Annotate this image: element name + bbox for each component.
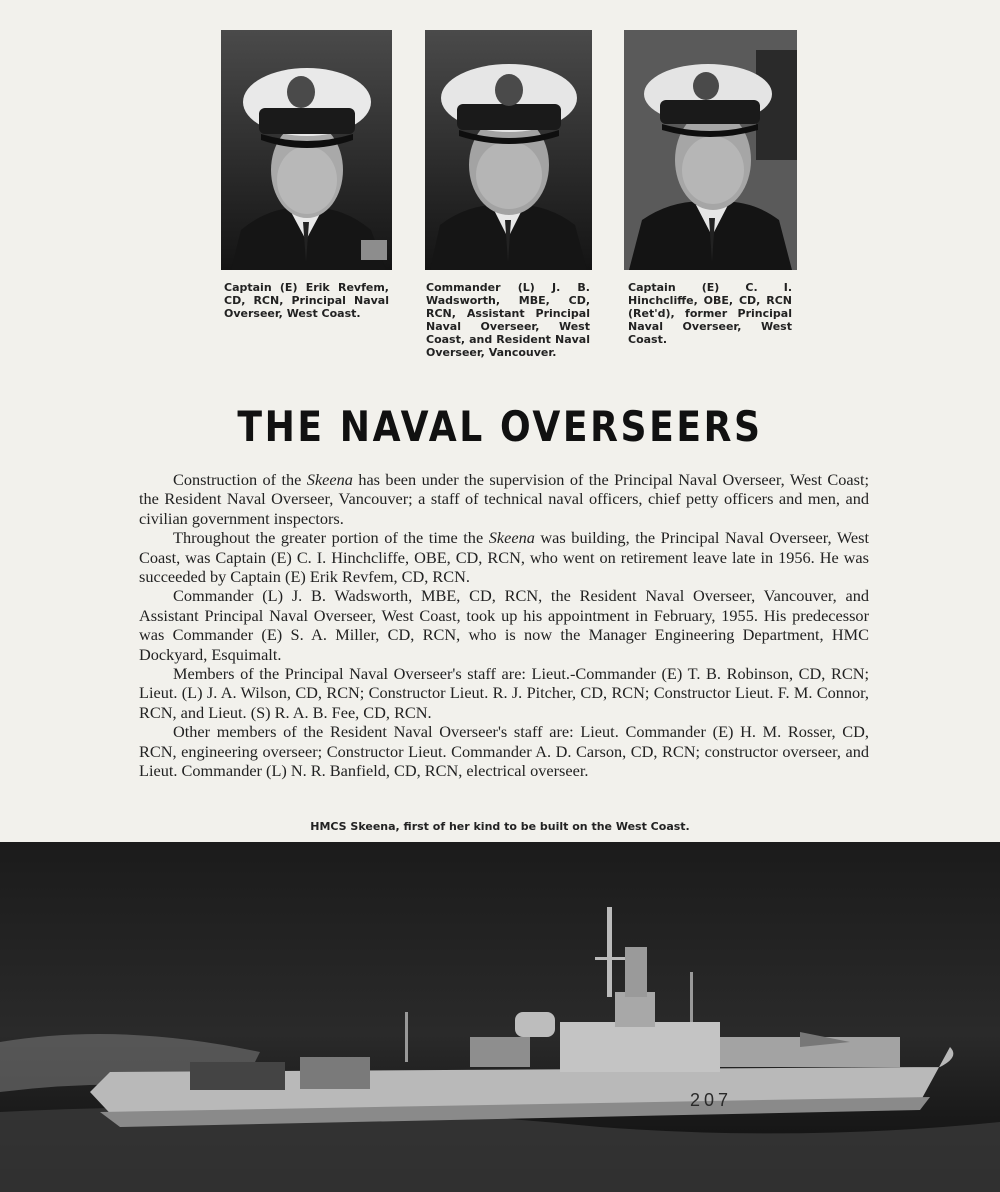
article-paragraph: Members of the Principal Naval Overseer's staff are: Lieut.-Commander (E) T. B. Robinson, CD, RCN; Lieut. (L) J. A. Wilson, CD, RCN; Constructor Lieut. R. J. Pitcher, CD, RCN; Constructor Lieut. F. M. Connor, RCN, and Lieut. (S) R. A. B. Fee, CD, RCN. — [139, 664, 869, 722]
portrait-photo-hinchcliffe — [624, 30, 797, 270]
officer-portrait-image — [425, 30, 592, 270]
officer-portrait-image — [221, 30, 392, 270]
article-paragraph: Commander (L) J. B. Wadsworth, MBE, CD, RCN, the Resident Naval Overseer, Vancouver, and Assistant Principal Naval Overseer, West Coast, took up his appointment in February, 1955. His predecessor was Commander (E) S. A. Miller, CD, RCN, who is now the Manager Engineering Department, HMC Dockyard, Esquimalt. — [139, 586, 869, 664]
ship-photo — [0, 842, 1000, 1192]
hull-number: 207 — [690, 1090, 733, 1110]
portrait-photo-revfem — [221, 30, 392, 270]
ship-name-italic: Skeena — [306, 470, 353, 489]
text-run: was building, the Principal Naval Overseer, West Coast, was Captain (E) C. I. Hinchcliffe, OBE, CD, RCN, who went on retirement leave late in 1956. He was succeeded by Captain (E) Erik Revfem, CD, RCN. — [139, 528, 870, 587]
article-body — [139, 470, 869, 781]
portrait-caption: Captain (E) C. I. Hinchcliffe, OBE, CD, RCN (Ret'd), former Principal Naval Overseer, West Coast. — [628, 281, 792, 346]
officer-portrait-image — [624, 30, 797, 270]
article-title: THE NAVAL OVERSEERS — [237, 402, 763, 451]
ship-name-italic: Skeena — [488, 528, 535, 548]
article-paragraph — [139, 528, 869, 586]
ship-photo-caption: HMCS Skeena, first of her kind to be built on the West Coast. — [310, 820, 690, 833]
text-run: has been under the supervision of the Principal Naval Overseer, West Coast; the Resident Naval Overseer, Vancouver; a staff of technical naval officers, chief petty officers and men, and civilian government inspectors. — [139, 470, 870, 528]
portrait-caption: Captain (E) Erik Revfem, CD, RCN, Principal Naval Overseer, West Coast. — [224, 281, 389, 320]
article-paragraph: Other members of the Resident Naval Overseer's staff are: Lieut. Commander (E) H. M. Rosser, CD, RCN, engineering overseer; Constructor Lieut. Commander A. D. Carson, CD, RCN; constructor overseer, and Lieut. Commander (L) N. R. Banfield, CD, RCN, electrical overseer. — [139, 722, 869, 781]
article-paragraph — [139, 470, 869, 528]
destroyer-escort-image — [0, 842, 1000, 1192]
portrait-photo-wadsworth — [425, 30, 592, 270]
portrait-caption: Commander (L) J. B. Wadsworth, MBE, CD, RCN, Assistant Principal Naval Overseer, West Coast, and Resident Naval Overseer, Vancouver. — [426, 281, 590, 359]
text-run: Construction of the — [173, 470, 307, 489]
text-run: Throughout the greater portion of the time the — [173, 528, 489, 548]
